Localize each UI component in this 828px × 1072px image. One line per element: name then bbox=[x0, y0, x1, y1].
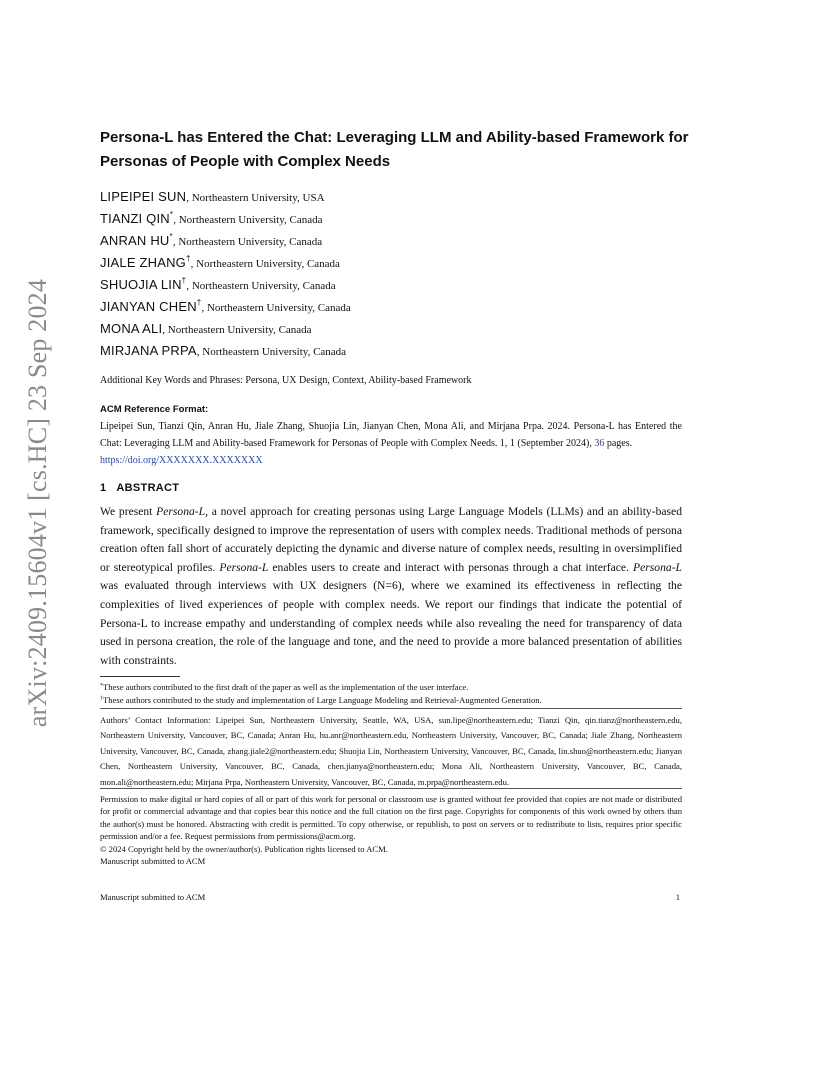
author-affiliation: , Northeastern University, Canada bbox=[162, 324, 312, 336]
author-name: SHUOJIA LIN† bbox=[100, 276, 187, 292]
author-list bbox=[100, 182, 700, 358]
arxiv-identifier[interactable]: arXiv:2409.15604v1 [cs.HC] 23 Sep 2024 bbox=[23, 278, 52, 728]
contact-information: Authors’ Contact Information: Lipeipei Sun, Northeastern University, Seattle, WA, USA, sun.lipe@northeastern.edu; Tianzi Qin, qin.tianz@northeastern.edu, Northeastern University, Vancouver, BC, Canada; Anran Hu, hu.anr@northeastern.edu, Northeastern University, Vancouver, BC, Canada; Jiale Zhang, Northeastern University, Vancouver, BC, Canada, zhang.jiale2@northeastern.edu; Shuojia Lin, Northeastern University, Vancouver, BC, Canada, lin.shuo@northeastern.edu; Jianyan Chen, Northeastern University, Vancouver, BC, Canada, chen.jianya@northeastern.edu; Mona Ali, Northeastern University, Vancouver, BC, Canada, mon.ali@northeastern.edu; Mirjana Prpa, Northeastern University, Vancouver, BC, Canada, m.prpa@northeastern.edu. bbox=[100, 715, 682, 787]
author-name: JIANYAN CHEN† bbox=[100, 298, 202, 314]
permission-notice bbox=[100, 793, 682, 867]
author-affiliation: , Northeastern University, Canada bbox=[196, 346, 347, 358]
author-affiliation: , Northeastern University, Canada bbox=[172, 236, 323, 248]
author-name: JIALE ZHANG† bbox=[100, 254, 191, 270]
author-row bbox=[100, 270, 700, 292]
arxiv-stamp bbox=[10, 278, 66, 728]
author-affiliation: , Northeastern University, Canada bbox=[201, 302, 351, 314]
author-name: LIPEIPEI SUN bbox=[100, 189, 187, 204]
page-number: 1 bbox=[675, 892, 680, 902]
manuscript-note: Manuscript submitted to ACM bbox=[100, 856, 206, 867]
reference-heading: ACM Reference Format: bbox=[100, 404, 209, 415]
author-affiliation: , Northeastern University, Canada bbox=[190, 258, 340, 270]
author-row bbox=[100, 314, 700, 336]
author-row bbox=[100, 204, 700, 226]
footer-left: Manuscript submitted to ACM bbox=[100, 892, 206, 902]
author-name: MONA ALI bbox=[100, 321, 163, 336]
footnote-rule bbox=[100, 676, 180, 677]
divider bbox=[100, 708, 682, 709]
doi-link[interactable]: https://doi.org/XXXXXXX.XXXXXXX bbox=[100, 455, 263, 466]
author-name: MIRJANA PRPA bbox=[100, 343, 197, 358]
section-heading: 1 ABSTRACT bbox=[100, 482, 180, 494]
author-row bbox=[100, 336, 700, 358]
author-affiliation: , Northeastern University, Canada bbox=[186, 280, 336, 292]
divider bbox=[100, 788, 682, 789]
footnote: *These authors contributed to the first draft of the paper as well as the implementation of the user interface. bbox=[100, 682, 469, 692]
author-row bbox=[100, 248, 700, 270]
page-count-link[interactable]: 36 bbox=[594, 438, 605, 449]
acm-reference-format bbox=[100, 401, 682, 469]
abstract-body: We present Persona-L, a novel approach for creating personas using Large Language Models (LLMs) and an ability-based framework, specifically designed to improve the representation of users with complex needs. Traditional methods of persona creation often fall short of accurately depicting the dynamic and diverse nature of complex needs, resulting in oversimplified or stereotypical profiles. Persona-L enables users to create and interact with personas through a chat interface. Persona-L was evaluated through interviews with UX designers (N=6), where we examined its effectiveness in reflecting the complexities of lived experiences of people with complex needs. We report our findings that indicate the potential of Persona-L to increase empathy and understanding of complex needs while also revealing the need for transparency of data used in persona creation, the role of the language and tone, and the need to provide a more balanced presentation of abilities with constraints. bbox=[100, 505, 682, 667]
author-affiliation: , Northeastern University, Canada bbox=[173, 214, 323, 226]
author-name: ANRAN HU* bbox=[100, 232, 173, 248]
keywords: Additional Key Words and Phrases: Persona, UX Design, Context, Ability-based Framework bbox=[100, 375, 472, 386]
copyright-line: © 2024 Copyright held by the owner/author(s). Publication rights licensed to ACM. bbox=[100, 843, 388, 854]
author-row bbox=[100, 226, 700, 248]
footnotes bbox=[100, 680, 682, 706]
paper-title: Persona-L has Entered the Chat: Leveraging LLM and Ability-based Framework for Personas of People with Complex Needs bbox=[100, 129, 689, 170]
author-name: TIANZI QIN* bbox=[100, 210, 174, 226]
permission-text: Permission to make digital or hard copies of all or part of this work for personal or classroom use is granted without fee provided that copies are not made or distributed for profit or commercial advantage and that copies bear this notice and the full citation on the first page. Copyrights for components of this work owned by others than the author(s) must be honored. Abstracting with credit is permitted. To copy otherwise, or republish, to post on servers or to redistribute to lists, requires prior specific permission and/or a fee. Request permissions from permissions@acm.org. bbox=[100, 794, 682, 842]
author-affiliation: , Northeastern University, USA bbox=[186, 192, 325, 204]
author-row bbox=[100, 182, 700, 204]
author-row bbox=[100, 292, 700, 314]
reference-text: Lipeipei Sun, Tianzi Qin, Anran Hu, Jiale Zhang, Shuojia Lin, Jianyan Chen, Mona Ali, and Mirjana Prpa. 2024. Persona-L has Entered the Chat: Leveraging LLM and Ability-based Framework for Personas of People with Complex Needs. 1, 1 (September 2024), 36 pages. https://doi.org/XXXXXXX.XXXXXXX bbox=[100, 421, 682, 466]
footnote: †These authors contributed to the study and implementation of Large Language Modeling and Retrieval-Augmented Generation. bbox=[100, 695, 542, 705]
